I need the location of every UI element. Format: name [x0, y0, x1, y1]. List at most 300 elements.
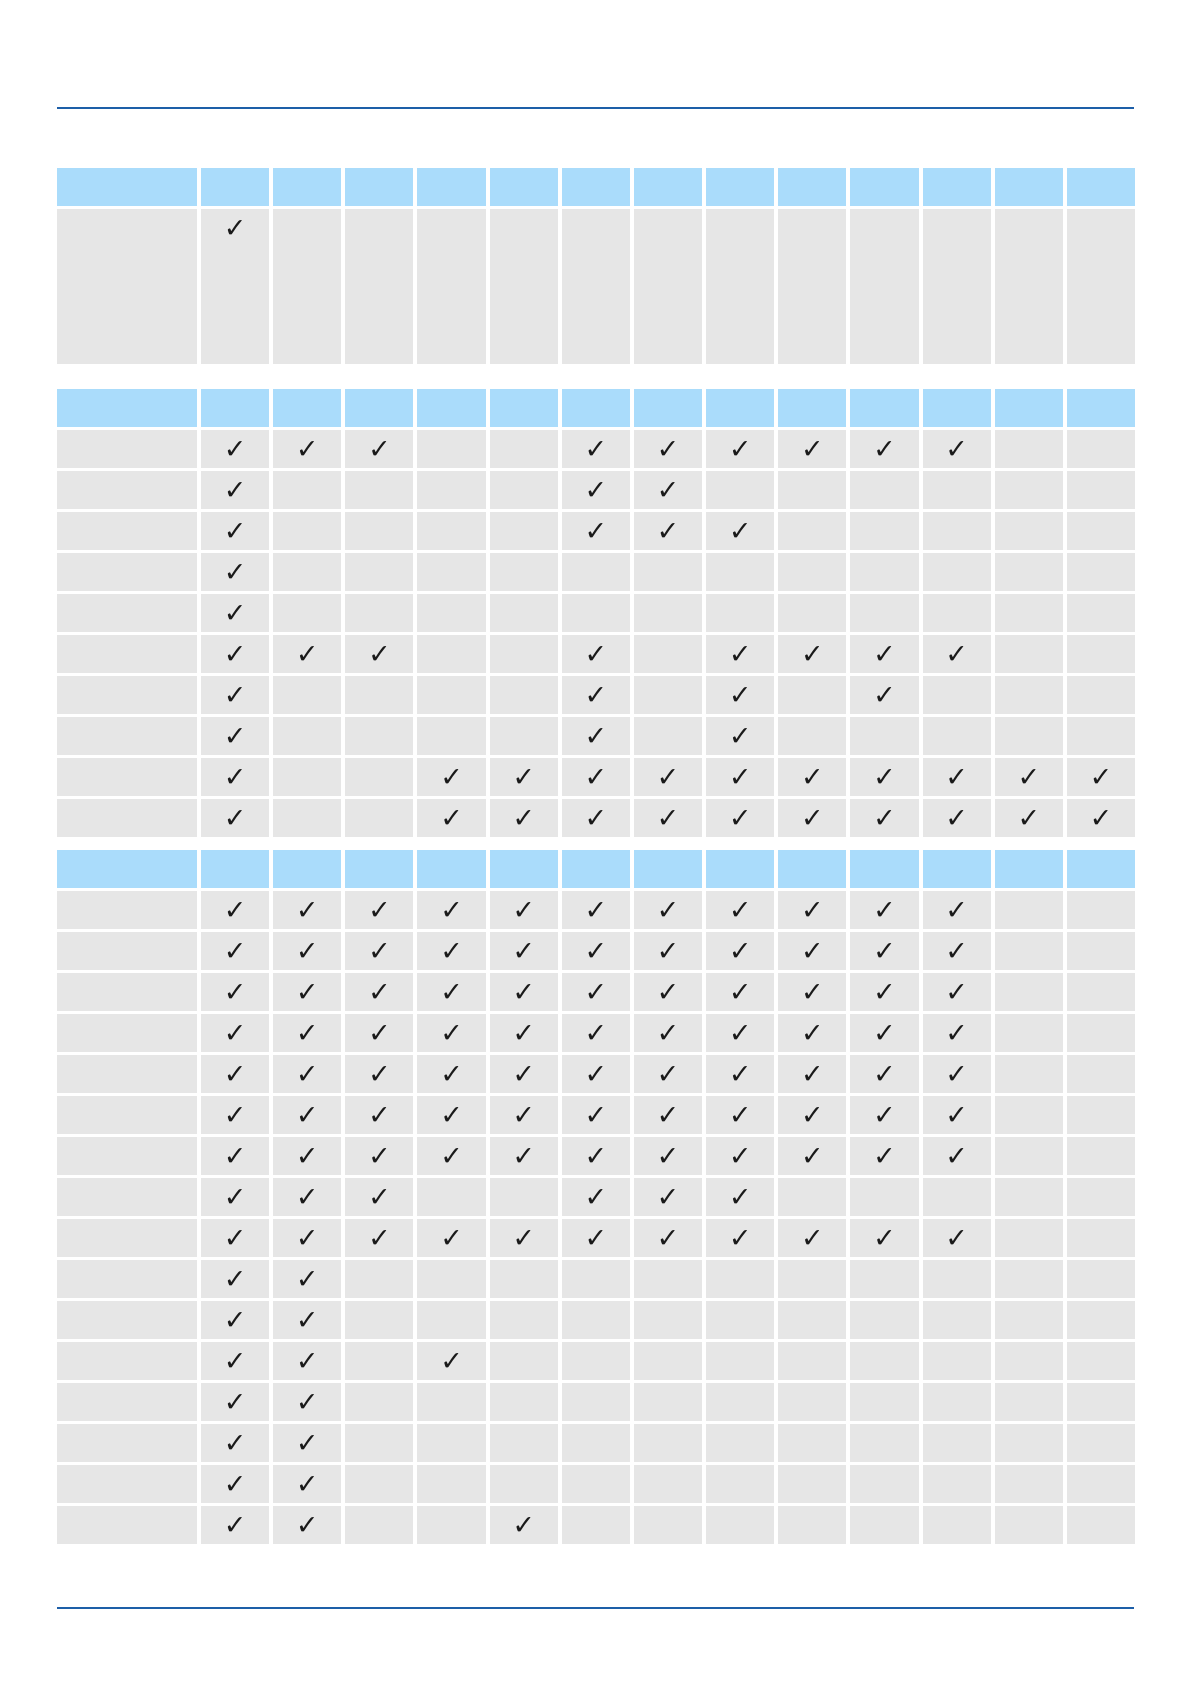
check-icon: ✓ — [295, 1346, 319, 1377]
table-cell — [273, 512, 341, 550]
check-icon: ✓ — [368, 434, 391, 465]
table-cell — [634, 430, 702, 468]
table-cell — [850, 1424, 918, 1462]
table-cell — [201, 1014, 269, 1052]
table-cell — [634, 799, 702, 837]
table-cell — [562, 973, 630, 1011]
table-cell — [562, 1383, 630, 1421]
table-cell — [706, 1137, 774, 1175]
table-header-cell — [706, 168, 774, 206]
table-row-label — [57, 932, 197, 970]
check-icon: ✓ — [728, 680, 752, 711]
table-cell — [995, 1424, 1063, 1462]
table-header-cell — [490, 168, 558, 206]
table-cell — [706, 1260, 774, 1298]
check-icon: ✓ — [223, 895, 247, 926]
table-cell — [923, 1014, 991, 1052]
check-icon: ✓ — [512, 1018, 535, 1049]
check-icon: ✓ — [945, 434, 968, 465]
check-icon: ✓ — [512, 1100, 535, 1131]
check-icon: ✓ — [656, 1223, 680, 1254]
table-header-cell — [634, 850, 702, 888]
check-icon: ✓ — [945, 762, 968, 793]
table-cell — [778, 891, 846, 929]
table-cell — [490, 1014, 558, 1052]
table-cell — [634, 1014, 702, 1052]
table-header-cell — [417, 389, 485, 427]
table-cell — [345, 1260, 413, 1298]
table-cell — [417, 891, 485, 929]
table-cell — [201, 471, 269, 509]
table-cell — [850, 594, 918, 632]
table-cell — [345, 1055, 413, 1093]
check-icon: ✓ — [584, 936, 608, 967]
check-icon: ✓ — [728, 434, 752, 465]
table-cell — [1067, 1137, 1135, 1175]
table-cell — [1067, 676, 1135, 714]
table-cell — [417, 1342, 485, 1380]
table-cell — [995, 553, 1063, 591]
table-cell — [634, 1137, 702, 1175]
table-cell — [1067, 594, 1135, 632]
table-cell — [417, 1424, 485, 1462]
table-cell — [850, 891, 918, 929]
table-cell — [778, 1137, 846, 1175]
table-cell — [850, 1014, 918, 1052]
table-header-cell — [850, 168, 918, 206]
check-icon: ✓ — [584, 895, 608, 926]
check-icon: ✓ — [656, 434, 680, 465]
table-cell — [1067, 1014, 1135, 1052]
check-icon: ✓ — [223, 1510, 247, 1541]
table-cell — [490, 1137, 558, 1175]
check-icon: ✓ — [223, 721, 247, 752]
table-cell — [1067, 758, 1135, 796]
table-cell — [201, 430, 269, 468]
table-cell — [490, 1301, 558, 1339]
table-cell — [345, 758, 413, 796]
check-icon: ✓ — [945, 1141, 968, 1172]
table-cell — [562, 1137, 630, 1175]
table-cell — [273, 1055, 341, 1093]
check-icon: ✓ — [728, 721, 752, 752]
table-cell — [562, 209, 630, 364]
table-cell — [417, 1096, 485, 1134]
check-icon: ✓ — [656, 475, 680, 506]
table-cell — [778, 799, 846, 837]
check-icon: ✓ — [368, 1100, 391, 1131]
table-cell — [778, 471, 846, 509]
table-header-cell — [634, 168, 702, 206]
table-header-cell — [345, 850, 413, 888]
check-icon: ✓ — [656, 1182, 680, 1213]
check-icon: ✓ — [656, 895, 680, 926]
check-icon: ✓ — [945, 977, 968, 1008]
table-cell — [995, 430, 1063, 468]
check-icon: ✓ — [728, 1100, 752, 1131]
check-icon: ✓ — [1089, 762, 1113, 793]
table-header-cell — [273, 850, 341, 888]
table-cell — [706, 553, 774, 591]
check-icon: ✓ — [945, 1059, 968, 1090]
check-icon: ✓ — [368, 1018, 391, 1049]
table-cell — [490, 973, 558, 1011]
check-icon: ✓ — [223, 1428, 247, 1459]
table-header-cell — [778, 850, 846, 888]
check-icon: ✓ — [584, 680, 608, 711]
table-cell — [850, 635, 918, 673]
table-cell — [273, 1137, 341, 1175]
table-header-cell — [634, 389, 702, 427]
table-cell — [562, 1506, 630, 1544]
table-header-cell — [201, 389, 269, 427]
table-cell — [778, 676, 846, 714]
table-cell — [995, 758, 1063, 796]
check-icon: ✓ — [584, 434, 608, 465]
table-cell — [995, 594, 1063, 632]
table-cell — [778, 1301, 846, 1339]
table-cell — [706, 1506, 774, 1544]
table-cell — [706, 471, 774, 509]
check-icon: ✓ — [223, 557, 247, 588]
check-icon: ✓ — [512, 977, 535, 1008]
table-cell — [201, 799, 269, 837]
table-cell — [995, 932, 1063, 970]
table-cell — [923, 594, 991, 632]
table-cell — [345, 676, 413, 714]
check-icon: ✓ — [295, 1305, 319, 1336]
table-header-cell — [562, 389, 630, 427]
check-icon: ✓ — [223, 434, 247, 465]
table-cell — [273, 1219, 341, 1257]
table-cell — [417, 1178, 485, 1216]
check-icon: ✓ — [223, 977, 247, 1008]
table-cell — [201, 1301, 269, 1339]
table-cell — [995, 512, 1063, 550]
table-cell — [850, 1178, 918, 1216]
table-cell — [417, 512, 485, 550]
table-cell — [562, 891, 630, 929]
table-cell — [706, 1465, 774, 1503]
table-cell — [634, 1301, 702, 1339]
table-cell — [850, 799, 918, 837]
check-icon: ✓ — [440, 1018, 463, 1049]
check-icon: ✓ — [223, 680, 247, 711]
table-cell — [995, 1260, 1063, 1298]
table-cell — [490, 932, 558, 970]
check-icon: ✓ — [223, 639, 247, 670]
table-cell — [850, 717, 918, 755]
table-cell — [778, 512, 846, 550]
check-icon: ✓ — [945, 936, 968, 967]
check-icon: ✓ — [295, 1141, 319, 1172]
table-header-label-cell — [57, 850, 197, 888]
table-cell — [201, 717, 269, 755]
table-cell — [634, 973, 702, 1011]
table-cell — [778, 553, 846, 591]
check-icon: ✓ — [368, 639, 391, 670]
table-cell — [562, 758, 630, 796]
table-cell — [778, 932, 846, 970]
table-header-cell — [995, 389, 1063, 427]
table-cell — [995, 891, 1063, 929]
table-cell — [706, 1096, 774, 1134]
table-cell — [706, 758, 774, 796]
check-icon: ✓ — [368, 1182, 391, 1213]
check-icon: ✓ — [512, 762, 535, 793]
table-cell — [706, 973, 774, 1011]
table-cell — [995, 1014, 1063, 1052]
table-row-label — [57, 717, 197, 755]
check-icon: ✓ — [800, 762, 824, 793]
top-rule — [57, 107, 1134, 109]
check-icon: ✓ — [368, 1059, 391, 1090]
table-cell — [850, 471, 918, 509]
check-icon: ✓ — [728, 1018, 752, 1049]
check-icon: ✓ — [295, 1059, 319, 1090]
table-cell — [417, 758, 485, 796]
table-cell — [923, 891, 991, 929]
table-row-label — [57, 1096, 197, 1134]
table-cell — [345, 932, 413, 970]
check-icon: ✓ — [295, 1428, 319, 1459]
table-cell — [273, 1342, 341, 1380]
table-cell — [201, 512, 269, 550]
table-cell — [490, 717, 558, 755]
check-icon: ✓ — [295, 1182, 319, 1213]
table-cell — [850, 209, 918, 364]
check-icon: ✓ — [728, 762, 752, 793]
table-cell — [1067, 471, 1135, 509]
table-cell — [562, 1465, 630, 1503]
check-icon: ✓ — [440, 895, 463, 926]
check-icon: ✓ — [512, 1223, 535, 1254]
table-cell — [417, 553, 485, 591]
table-cell — [562, 1055, 630, 1093]
table-cell — [923, 973, 991, 1011]
table-cell — [923, 1424, 991, 1462]
table-cell — [273, 1424, 341, 1462]
check-icon: ✓ — [223, 1223, 247, 1254]
check-icon: ✓ — [800, 434, 824, 465]
table-cell — [634, 1424, 702, 1462]
table-cell — [995, 1301, 1063, 1339]
table-cell — [345, 1219, 413, 1257]
check-icon: ✓ — [512, 1141, 535, 1172]
table-cell — [778, 1014, 846, 1052]
check-icon: ✓ — [223, 803, 247, 834]
table-cell — [634, 209, 702, 364]
check-icon: ✓ — [440, 1141, 463, 1172]
table-cell — [1067, 891, 1135, 929]
table-cell — [345, 209, 413, 364]
check-icon: ✓ — [223, 1305, 247, 1336]
table-cell — [634, 471, 702, 509]
table-header-cell — [345, 168, 413, 206]
table-row-label — [57, 1014, 197, 1052]
table-cell — [273, 1301, 341, 1339]
table-cell — [706, 512, 774, 550]
table-cell — [1067, 553, 1135, 591]
table-cell — [923, 553, 991, 591]
check-icon: ✓ — [656, 936, 680, 967]
check-icon: ✓ — [223, 1387, 247, 1418]
table-cell — [562, 1219, 630, 1257]
check-icon: ✓ — [873, 1100, 896, 1131]
table-header-cell — [706, 850, 774, 888]
table-cell — [1067, 717, 1135, 755]
table-cell — [1067, 1424, 1135, 1462]
check-icon: ✓ — [945, 1100, 968, 1131]
check-icon: ✓ — [440, 1059, 463, 1090]
table-cell — [995, 635, 1063, 673]
table-cell — [201, 1342, 269, 1380]
check-icon: ✓ — [223, 1141, 247, 1172]
compatibility-table-2 — [57, 389, 1135, 837]
table-header-cell — [417, 168, 485, 206]
table-header-cell — [201, 850, 269, 888]
table-cell — [417, 430, 485, 468]
table-row-label — [57, 1055, 197, 1093]
check-icon: ✓ — [873, 639, 896, 670]
table-cell — [490, 553, 558, 591]
table-row-label — [57, 1219, 197, 1257]
table-cell — [1067, 635, 1135, 673]
check-icon: ✓ — [295, 936, 319, 967]
table-row-label — [57, 1178, 197, 1216]
table-cell — [273, 891, 341, 929]
check-icon: ✓ — [800, 1018, 824, 1049]
check-icon: ✓ — [873, 680, 896, 711]
check-icon: ✓ — [368, 977, 391, 1008]
check-icon: ✓ — [656, 1100, 680, 1131]
check-icon: ✓ — [295, 1223, 319, 1254]
table-cell — [995, 471, 1063, 509]
check-icon: ✓ — [295, 1469, 319, 1500]
table-cell — [706, 799, 774, 837]
table-cell — [706, 1014, 774, 1052]
table-cell — [490, 1383, 558, 1421]
check-icon: ✓ — [800, 1141, 824, 1172]
table-header-cell — [562, 168, 630, 206]
table-cell — [850, 758, 918, 796]
table-cell — [995, 1342, 1063, 1380]
table-cell — [923, 932, 991, 970]
table-cell — [345, 1506, 413, 1544]
table-cell — [1067, 430, 1135, 468]
table-cell — [273, 471, 341, 509]
table-cell — [273, 717, 341, 755]
check-icon: ✓ — [440, 803, 463, 834]
table-cell — [706, 594, 774, 632]
check-icon: ✓ — [728, 1059, 752, 1090]
table-cell — [273, 1178, 341, 1216]
table-cell — [490, 471, 558, 509]
table-cell — [850, 1137, 918, 1175]
check-icon: ✓ — [873, 803, 896, 834]
table-header-cell — [706, 389, 774, 427]
table-cell — [417, 635, 485, 673]
table-cell — [417, 1014, 485, 1052]
check-icon: ✓ — [728, 516, 752, 547]
table-row-label — [57, 676, 197, 714]
check-icon: ✓ — [512, 1510, 535, 1541]
table-cell — [562, 1096, 630, 1134]
check-icon: ✓ — [440, 936, 463, 967]
table-cell — [273, 1260, 341, 1298]
table-row-label — [57, 594, 197, 632]
table-header-cell — [201, 168, 269, 206]
table-cell — [345, 1424, 413, 1462]
table-row-label — [57, 471, 197, 509]
table-cell — [490, 1096, 558, 1134]
table-cell — [345, 799, 413, 837]
table-cell — [778, 1342, 846, 1380]
table-cell — [634, 1096, 702, 1134]
table-cell — [490, 1465, 558, 1503]
table-cell — [490, 594, 558, 632]
table-cell — [995, 1096, 1063, 1134]
table-header-cell — [273, 168, 341, 206]
check-icon: ✓ — [873, 762, 896, 793]
table-header-cell — [1067, 389, 1135, 427]
table-cell — [417, 932, 485, 970]
table-cell — [1067, 1506, 1135, 1544]
table-cell — [345, 973, 413, 1011]
table-cell — [634, 1260, 702, 1298]
check-icon: ✓ — [800, 1223, 824, 1254]
table-cell — [1067, 1219, 1135, 1257]
check-icon: ✓ — [295, 1264, 319, 1295]
check-icon: ✓ — [223, 475, 247, 506]
table-cell — [706, 1178, 774, 1216]
table-cell — [562, 594, 630, 632]
check-icon: ✓ — [584, 1018, 608, 1049]
table-cell — [201, 932, 269, 970]
table-cell — [778, 594, 846, 632]
table-cell — [201, 1219, 269, 1257]
table-header-cell — [995, 168, 1063, 206]
check-icon: ✓ — [873, 977, 896, 1008]
table-cell — [417, 1219, 485, 1257]
table-header-cell — [490, 850, 558, 888]
check-icon: ✓ — [656, 977, 680, 1008]
table-cell — [995, 717, 1063, 755]
table-cell — [417, 717, 485, 755]
check-icon: ✓ — [295, 434, 319, 465]
table-cell — [273, 1465, 341, 1503]
table-row-label — [57, 635, 197, 673]
check-icon: ✓ — [873, 1223, 896, 1254]
check-icon: ✓ — [223, 598, 247, 629]
table-row-label — [57, 891, 197, 929]
table-cell — [634, 594, 702, 632]
table-cell — [417, 1260, 485, 1298]
table-cell — [490, 1342, 558, 1380]
table-cell — [634, 1219, 702, 1257]
table-cell — [706, 430, 774, 468]
table-header-cell — [417, 850, 485, 888]
table-cell — [923, 512, 991, 550]
table-cell — [778, 717, 846, 755]
table-cell — [273, 430, 341, 468]
table-cell — [417, 1137, 485, 1175]
check-icon: ✓ — [295, 977, 319, 1008]
table-cell — [490, 1055, 558, 1093]
table-cell — [562, 1424, 630, 1462]
table-row-label — [57, 758, 197, 796]
table-cell — [995, 1137, 1063, 1175]
